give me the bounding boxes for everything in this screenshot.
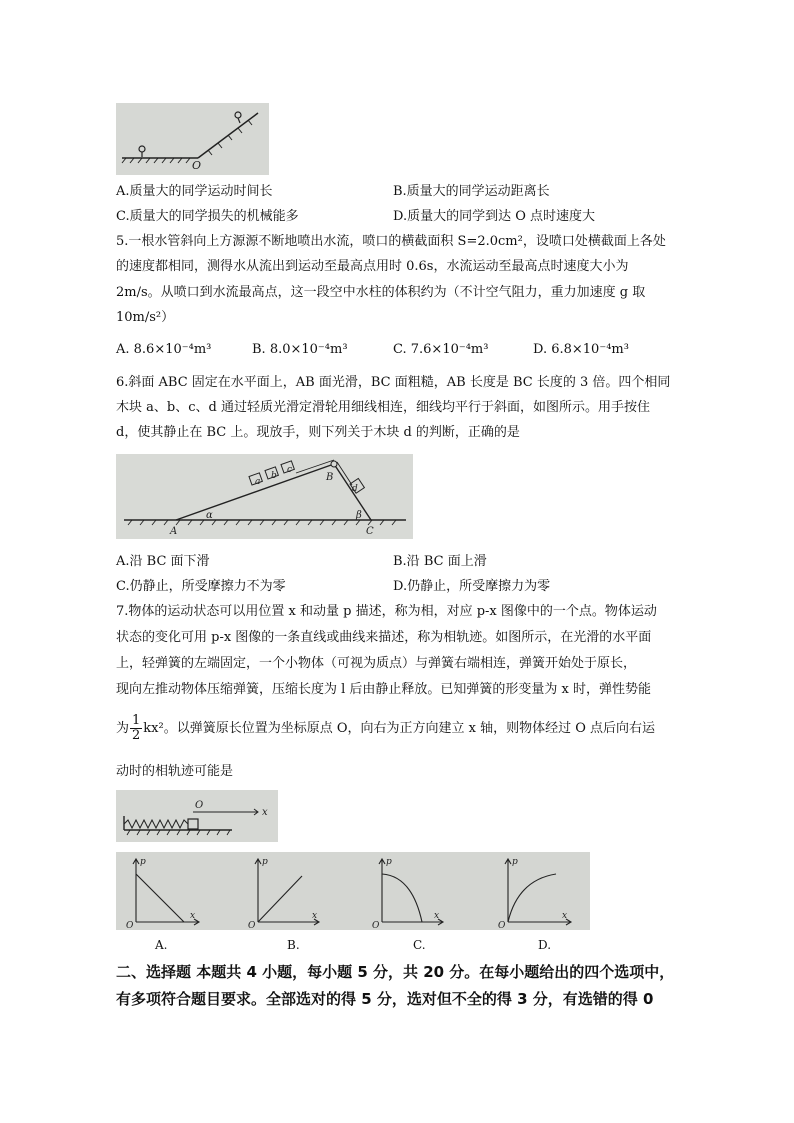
spring-x-label: x bbox=[262, 807, 268, 818]
phase-graphs-svg bbox=[116, 852, 590, 930]
section-2-heading-line-2: 有多项符合题目要求。全部选对的得 5 分，选对但不全的得 3 分，有选错的得 0 bbox=[116, 990, 654, 1008]
q4-option-d: D.质量大的同学到达 O 点时速度大 bbox=[393, 209, 596, 224]
graph-d-p-label: p bbox=[512, 857, 518, 867]
q7-line-5 bbox=[116, 712, 655, 746]
q7-option-d: D. bbox=[538, 938, 552, 952]
q6-line-2: 木块 a、b、c、d 通过轻质光滑定滑轮用细线相连，细线均平行于斜面，如图所示。用手按住 bbox=[116, 400, 650, 415]
q5-option-d: D. 6.8×10⁻⁴m³ bbox=[533, 342, 629, 357]
q7-line-5-pre: 为 bbox=[116, 721, 130, 736]
q5-option-a: A. 8.6×10⁻⁴m³ bbox=[116, 342, 212, 357]
spring-figure bbox=[116, 790, 278, 842]
vertex-b-label: B bbox=[326, 472, 334, 483]
graph-b-p-label: p bbox=[262, 857, 268, 867]
q5-line-4: 10m/s²） bbox=[116, 310, 175, 325]
label-o: O bbox=[192, 159, 202, 172]
q4-option-a: A.质量大的同学运动时间长 bbox=[116, 184, 273, 199]
q7-option-c: C. bbox=[413, 938, 426, 952]
q4-option-c: C.质量大的同学损失的机械能多 bbox=[116, 209, 299, 224]
one-half-fraction bbox=[130, 714, 142, 743]
q7-option-b: B. bbox=[287, 938, 300, 952]
q4-option-b: B.质量大的同学运动距离长 bbox=[393, 184, 550, 199]
section-2-heading-line-1: 二、选择题 本题共 4 小题，每小题 5 分，共 20 分。在每小题给出的四个选项中， bbox=[116, 963, 675, 981]
graph-c-x-label: x bbox=[434, 911, 440, 921]
fraction-numerator: 1 bbox=[132, 713, 141, 728]
incline-figure bbox=[116, 454, 413, 539]
incline-figure-svg bbox=[116, 454, 413, 539]
q7-line-3: 上，轻弹簧的左端固定，一个小物体（可视为质点）与弹簧右端相连，弹簧开始处于原长， bbox=[116, 656, 637, 671]
q5-option-b: B. 8.0×10⁻⁴m³ bbox=[252, 342, 348, 357]
block-c-label: c bbox=[287, 465, 293, 475]
slope-figure bbox=[116, 103, 269, 175]
q6-option-d: D.仍静止，所受摩擦力为零 bbox=[393, 579, 551, 594]
q5-line-2: 的速度都相同，测得水从流出到运动至最高点用时 0.6s，水流运动至最高点时速度大小为 bbox=[116, 259, 629, 274]
angle-beta-label: β bbox=[356, 510, 362, 521]
q7-line-4: 现向左推动物体压缩弹簧，压缩长度为 l 后由静止释放。已知弹簧的形变量为 x 时，弹性势能 bbox=[116, 682, 652, 697]
block-d-label: d bbox=[352, 484, 358, 494]
fraction-denominator: 2 bbox=[132, 728, 141, 743]
graph-a-o-label: O bbox=[126, 921, 134, 930]
block-a-label: a bbox=[255, 477, 261, 487]
q6-option-b: B.沿 BC 面上滑 bbox=[393, 554, 487, 569]
graph-a-p-label: p bbox=[140, 857, 146, 867]
q7-line-1: 7.物体的运动状态可以用位置 x 和动量 p 描述，称为相，对应 p-x 图像中的一个点。物体运动 bbox=[116, 604, 657, 619]
trajectory-b bbox=[258, 876, 302, 922]
spring-figure-svg bbox=[116, 790, 278, 842]
vertex-a-label: A bbox=[170, 526, 178, 537]
graph-d-o-label: O bbox=[498, 921, 506, 930]
q6-option-c: C.仍静止，所受摩擦力不为零 bbox=[116, 579, 286, 594]
q5-line-3: 2m/s。从喷口到水流最高点，这一段空中水柱的体积约为（不计空气阻力，重力加速度 g 取 bbox=[116, 285, 646, 300]
q7-line-5-post: kx²。以弹簧原长位置为坐标原点 O，向右为正方向建立 x 轴，则物体经过 O 点后向右运 bbox=[143, 721, 656, 736]
q7-line-6: 动时的相轨迹可能是 bbox=[116, 764, 234, 779]
q5-line-1: 5.一根水管斜向上方源源不断地喷出水流，喷口的横截面积 S=2.0cm²，设喷口处横截面上各处 bbox=[116, 234, 666, 249]
q5-option-c: C. 7.6×10⁻⁴m³ bbox=[393, 342, 489, 357]
trajectory-a bbox=[136, 874, 184, 922]
q7-line-2: 状态的变化可用 p-x 图像的一条直线或曲线来描述，称为相轨迹。如图所示，在光滑的水平面 bbox=[116, 630, 652, 645]
block-b-label: b bbox=[271, 471, 277, 481]
spring-origin-label: O bbox=[195, 800, 204, 811]
graph-c-o-label: O bbox=[372, 921, 380, 930]
angle-alpha-label: α bbox=[206, 510, 213, 521]
q6-line-3: d，使其静止在 BC 上。现放手，则下列关于木块 d 的判断，正确的是 bbox=[116, 425, 520, 440]
vertex-c-label: C bbox=[366, 526, 374, 537]
trajectory-c bbox=[382, 874, 422, 922]
graph-b-x-label: x bbox=[312, 911, 318, 921]
graph-d-x-label: x bbox=[562, 911, 568, 921]
q6-line-1: 6.斜面 ABC 固定在水平面上，AB 面光滑，BC 面粗糙，AB 长度是 BC 长度的 3 倍。四个相同 bbox=[116, 375, 671, 390]
slope-figure-svg bbox=[116, 103, 269, 175]
graph-a-x-label: x bbox=[190, 911, 196, 921]
phase-graphs-panel bbox=[116, 852, 590, 930]
graph-c-p-label: p bbox=[386, 857, 392, 867]
q6-option-a: A.沿 BC 面下滑 bbox=[116, 554, 210, 569]
trajectory-d bbox=[508, 874, 556, 922]
q7-option-a: A. bbox=[155, 938, 168, 952]
graph-b-o-label: O bbox=[248, 921, 256, 930]
